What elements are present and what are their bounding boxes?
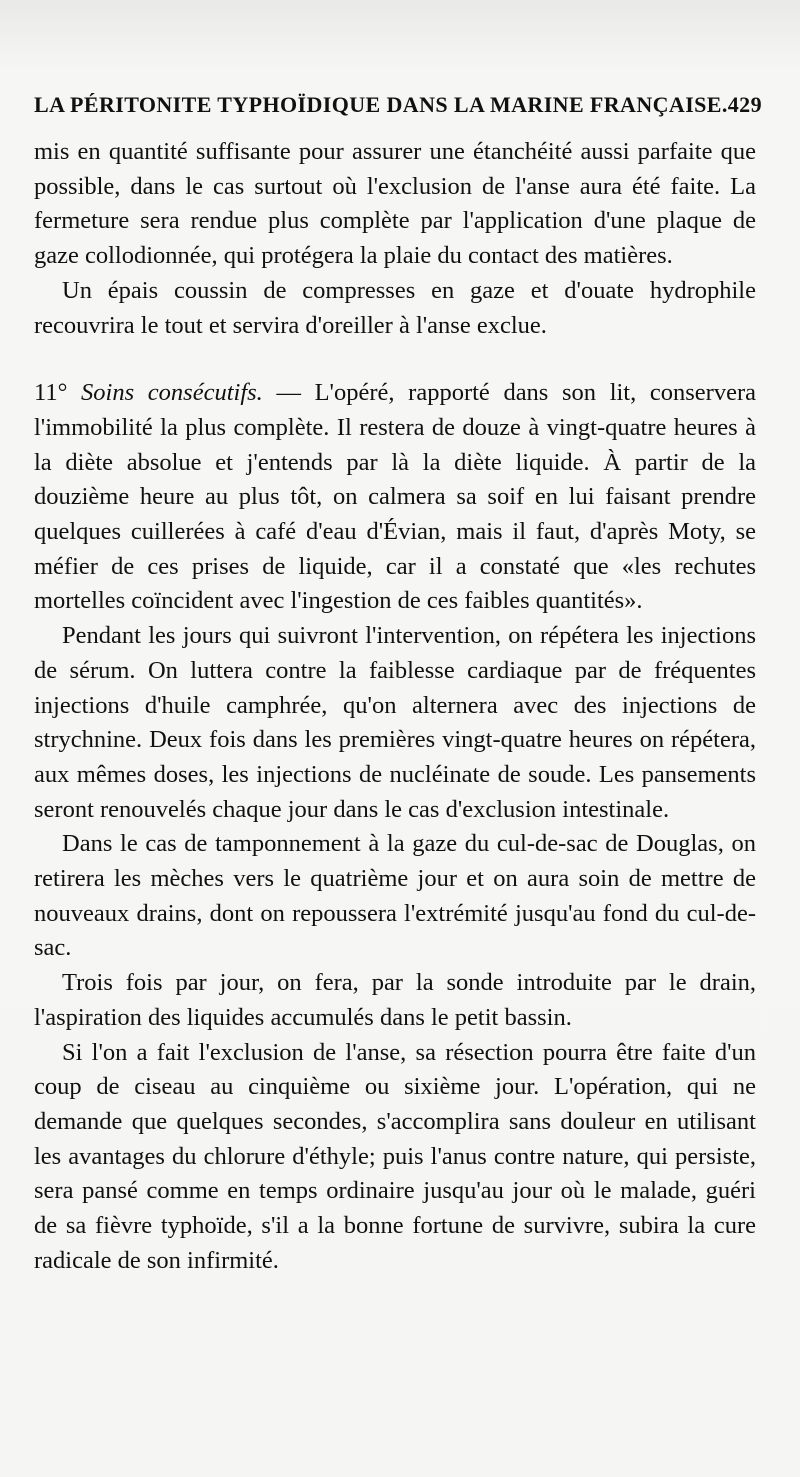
page-number: 429: [727, 92, 762, 117]
section-dash: —: [276, 379, 301, 407]
section-text: L'opéré, rapporté dans son lit, conservera l'immobilité la plus complète. Il restera de douze à vingt-quatre heures à la diète absolue et j'entends par là la diète liquide. À partir de la douzième heure au plus tôt, on calmera sa soif en lui faisant prendre quelques cuillerées à café d'eau d'Évian, mais il faut, d'après Moty, se méfier de ces prises de liquide, car il a constaté que «les rechutes mortelles coïncident avec l'ingestion de ces faibles quantités».: [34, 379, 756, 615]
paragraph: Si l'on a fait l'exclusion de l'anse, sa résection pourra être faite d'un coup de ciseau au cinquième ou sixième jour. L'opération, qui ne demande que quelques secondes, s'accomplira sans douleur en utilisant les avantages du chlorure d'éthyle; puis l'anus contre nature, qui persiste, sera pansé comme en temps ordinaire jusqu'au jour où le malade, guéri de sa fièvre typhoïde, s'il a la bonne fortune de survivre, subira la cure radicale de son infirmité.: [34, 1038, 756, 1274]
section-title: Soins consécutifs.: [81, 379, 263, 407]
paragraph: Un épais coussin de compresses en gaze et d'ouate hydrophile recouvrira le tout et servira d'oreiller à l'anse exclue.: [34, 276, 756, 339]
running-title: LA PÉRITONITE TYPHOÏDIQUE DANS LA MARINE FRANÇAISE.: [34, 92, 728, 117]
paragraph: Trois fois par jour, on fera, par la sonde introduite par le drain, l'aspiration des liquides accumulés dans le petit bassin.: [34, 969, 756, 1031]
paragraph: Dans le cas de tamponnement à la gaze du cul-de-sac de Douglas, on retirera les mèches vers le quatrième jour et on aura soin de mettre de nouveaux drains, dont on repoussera l'extrémité jusqu'au fond du cul-de-sac.: [34, 830, 756, 962]
page-body: [34, 135, 756, 1279]
running-header: [34, 92, 762, 118]
paragraph: Pendant les jours qui suivront l'intervention, on répétera les injections de sérum. On luttera contre la faiblesse cardiaque par de fréquentes injections d'huile camphrée, qu'on alternera avec des injections de strychnine. Deux fois dans les premières vingt-quatre heures on répétera, aux mêmes doses, les injections de nucléinate de soude. Les pansements seront renouvelés chaque jour dans le cas d'exclusion intestinale.: [34, 622, 756, 823]
paragraph: mis en quantité suffisante pour assurer une étanchéité aussi parfaite que possible, dans le cas surtout où l'exclusion de l'anse aura été faite. La fermeture sera rendue plus complète par l'application d'une plaque de gaze collodionnée, qui protégera la plaie du contact des matières.: [34, 138, 756, 270]
section-paragraph: [34, 376, 756, 619]
section-number: 11°: [34, 379, 68, 407]
